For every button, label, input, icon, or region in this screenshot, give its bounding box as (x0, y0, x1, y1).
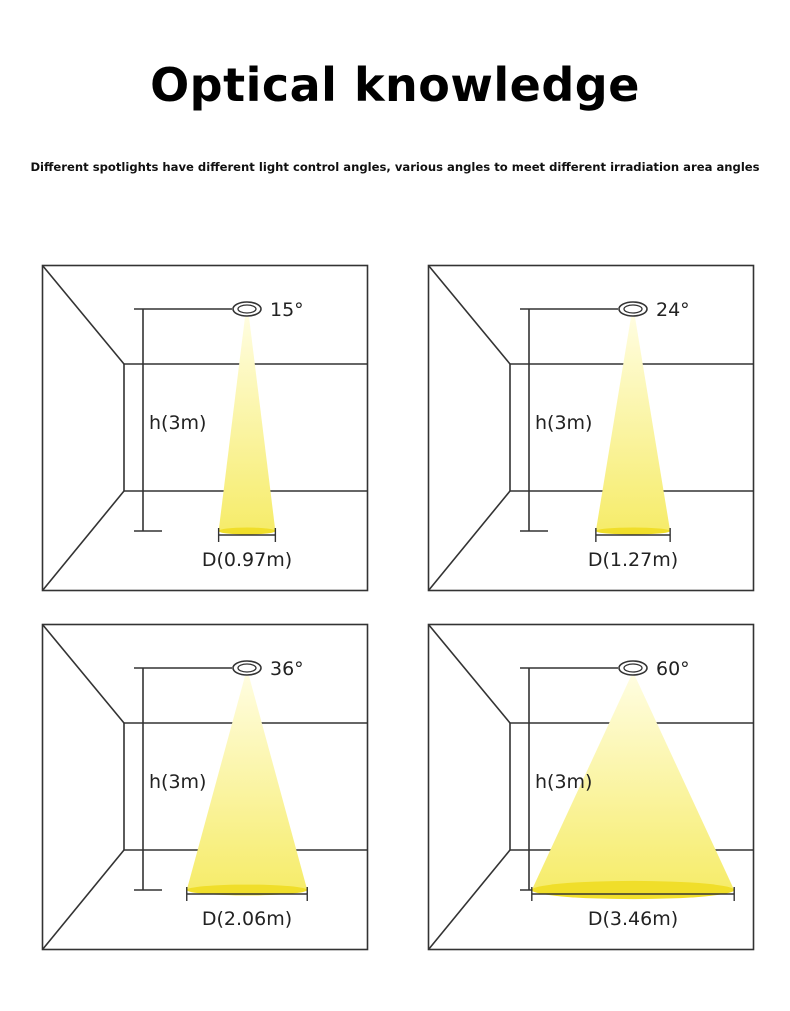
page-subtitle: Different spotlights have different light control angles, various angles to meet different irradiation area angles (30, 160, 760, 174)
light-beam (596, 317, 670, 531)
ceiling-corner-line (429, 625, 511, 724)
beam-angle-label: 24° (656, 299, 690, 321)
room-diagram (428, 624, 756, 952)
light-beam (219, 317, 276, 531)
diameter-label: D(2.06m) (201, 908, 293, 930)
room-diagram (42, 624, 370, 952)
beam-angle-label: 36° (270, 658, 304, 680)
spotlight-fixture-icon (233, 302, 261, 316)
room-diagram (42, 265, 370, 593)
spotlight-fixture-icon (619, 661, 647, 675)
height-label: h(3m) (535, 771, 593, 793)
light-spot (219, 528, 276, 535)
diameter-label: D(1.27m) (587, 549, 679, 571)
page-title: Optical knowledge (150, 58, 640, 112)
panel-24-degree (428, 265, 756, 593)
height-label: h(3m) (149, 771, 207, 793)
spotlight-fixture-icon (619, 302, 647, 316)
panel-15-degree (42, 265, 370, 593)
light-spot (596, 528, 670, 535)
floor-corner-line (43, 850, 125, 950)
ceiling-corner-line (43, 625, 125, 724)
height-label: h(3m) (149, 412, 207, 434)
light-spot (532, 881, 734, 899)
panel-60-degree (428, 624, 756, 952)
room-diagram (428, 265, 756, 593)
floor-corner-line (429, 850, 511, 950)
floor-corner-line (429, 491, 511, 591)
diameter-label: D(3.46m) (587, 908, 679, 930)
floor-corner-line (43, 491, 125, 591)
spotlight-fixture-icon (233, 661, 261, 675)
diameter-label: D(0.97m) (201, 549, 293, 571)
panel-36-degree (42, 624, 370, 952)
beam-angle-label: 15° (270, 299, 304, 321)
beam-angle-label: 60° (656, 658, 690, 680)
ceiling-corner-line (43, 266, 125, 365)
ceiling-corner-line (429, 266, 511, 365)
height-label: h(3m) (535, 412, 593, 434)
